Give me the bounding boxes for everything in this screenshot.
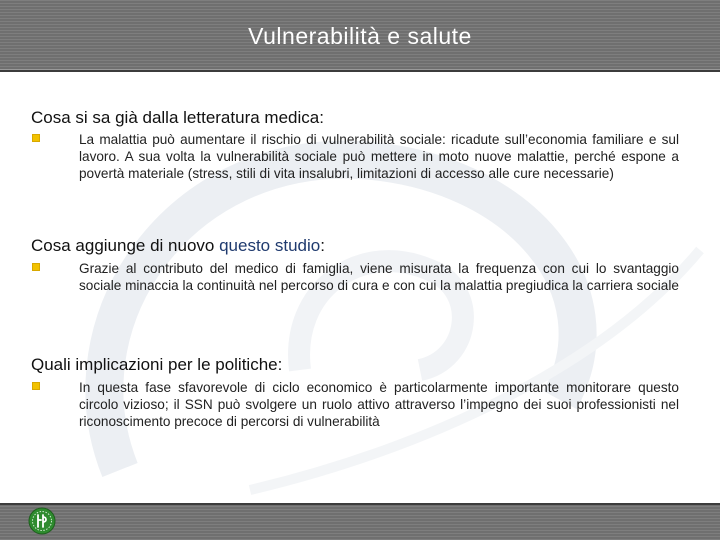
square-bullet-icon [32, 134, 40, 142]
circular-logo-icon [28, 507, 56, 535]
bullet-text-2: Grazie al contributo del medico di famiglia, viene misurata la frequenza con cui lo svantaggio sociale minaccia la continuità nel percorso di cura e con cui la malattia pregiudica la carriera sociale [79, 261, 679, 293]
section-heading-2-accent: questo studio [219, 236, 321, 255]
section-heading-2-part-c: : [320, 236, 325, 255]
square-bullet-icon [32, 263, 40, 271]
bullet-text-1: La malattia può aumentare il rischio di vulnerabilità sociale: ricadute sull’economia familiare e sul lavoro. A sua volta la vulnerabilità sociale può mettere in moto nuove malattie, perché espone a povertà materiale (stress, stili di vita insalubri, limitazioni di accesso alle cure necessarie) [79, 132, 679, 181]
footer-bar [0, 503, 720, 540]
section-heading-2 [31, 235, 325, 257]
slide-title: Vulnerabilità e salute [248, 23, 472, 49]
section-heading-1: Cosa si sa già dalla letteratura medica: [31, 108, 324, 127]
section-heading-3: Quali implicazioni per le politiche: [31, 355, 283, 374]
square-bullet-icon [32, 382, 40, 390]
section-heading-2-part-a: Cosa aggiunge di nuovo [31, 236, 220, 255]
bullet-text-3: In questa fase sfavorevole di ciclo economico è particolarmente importante monitorare questo circolo vizioso; il SSN può svolgere un ruolo attivo attraverso l’impegno dei suoi professionisti nel riconoscimento precoce di percorsi di vulnerabilità [79, 380, 679, 429]
